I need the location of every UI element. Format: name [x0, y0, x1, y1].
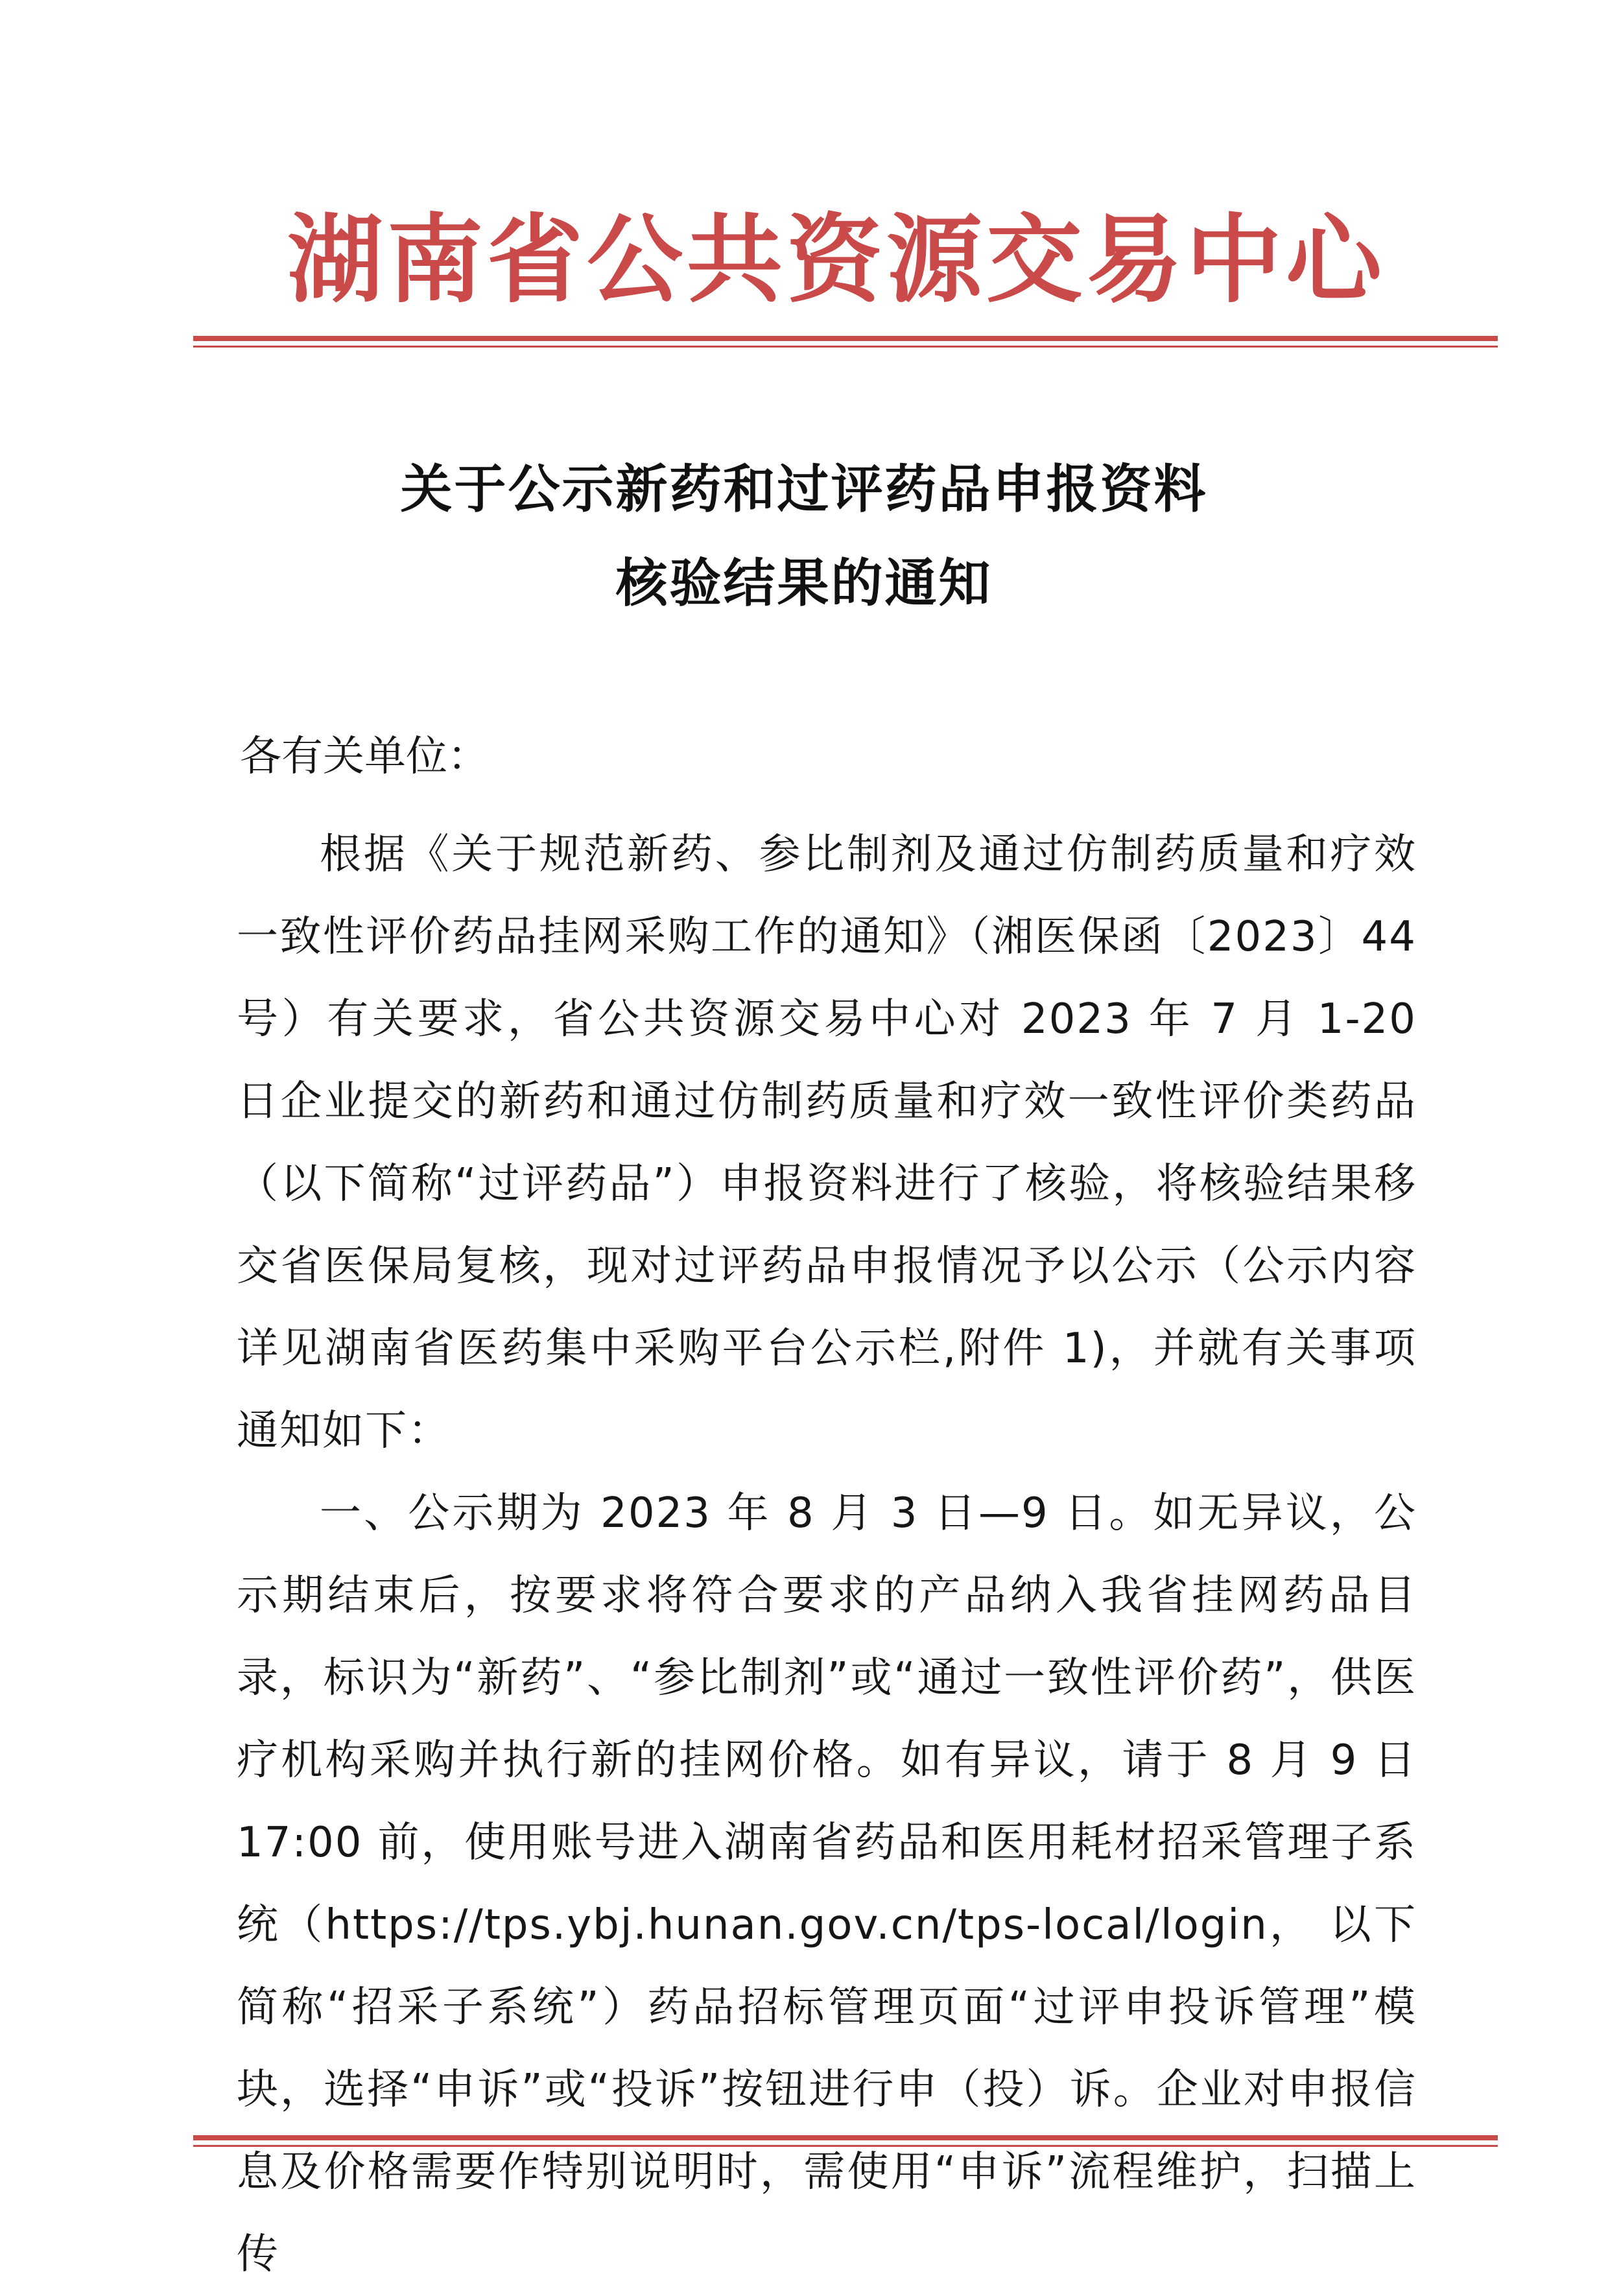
footer-divider-thin [193, 2145, 1498, 2147]
salutation: 各有关单位： [240, 733, 489, 781]
paragraph-intro: 根据《关于规范新药、参比制剂及通过仿制药质量和疗效一致性评价药品挂网采购工作的通知》（湘医保函〔2023〕44 号）有关要求，省公共资源交易中心对 2023 年 7 月 1-20 日企业提交的新药和通过仿制药质量和疗效一致性评价类药品（以下简称“过评药品”）申报资料进行了核验，将核验结果移交省医保局复核，现对过评药品申报情况予以公示（公示内容详见湖南省医药集中采购平台公示栏,附件 1)，并就有关事项通知如下： [237, 831, 1417, 1455]
bleed-through-texture [0, 363, 1608, 441]
letterhead-divider-thin [193, 346, 1498, 348]
notice-title-line-1: 关于公示新药和过评药品申报资料 [400, 458, 1208, 519]
body-text [237, 814, 1417, 2296]
paragraph-item-1: 一、公示期为 2023 年 8 月 3 日—9 日。如无异议，公示期结束后，按要求将符合要求的产品纳入我省挂网药品目录，标识为“新药”、“参比制剂”或“通过一致性评价药”，供医疗机构采购并执行新的挂网价格。如有异议，请于 8 月 9 日 17:00 前，使用账号进入湖南省药品和医用耗材招采管理子系统（https://tps.ybj.hunan.gov.cn/tps-local/login， 以下简称“招采子系统”）药品招标管理页面“过评申投诉管理”模块，选择“申诉”或“投诉”按钮进行申（投）诉。企业对申报信息及价格需要作特别说明时，需使用“申诉”流程维护，扫描上传 [237, 1489, 1417, 2278]
letterhead-org-name: 湖南省公共资源交易中心 [287, 203, 1386, 316]
letterhead-divider-thick [193, 336, 1498, 341]
notice-title-line-2: 核验结果的通知 [615, 552, 993, 613]
footer-divider-thick [193, 2135, 1498, 2140]
